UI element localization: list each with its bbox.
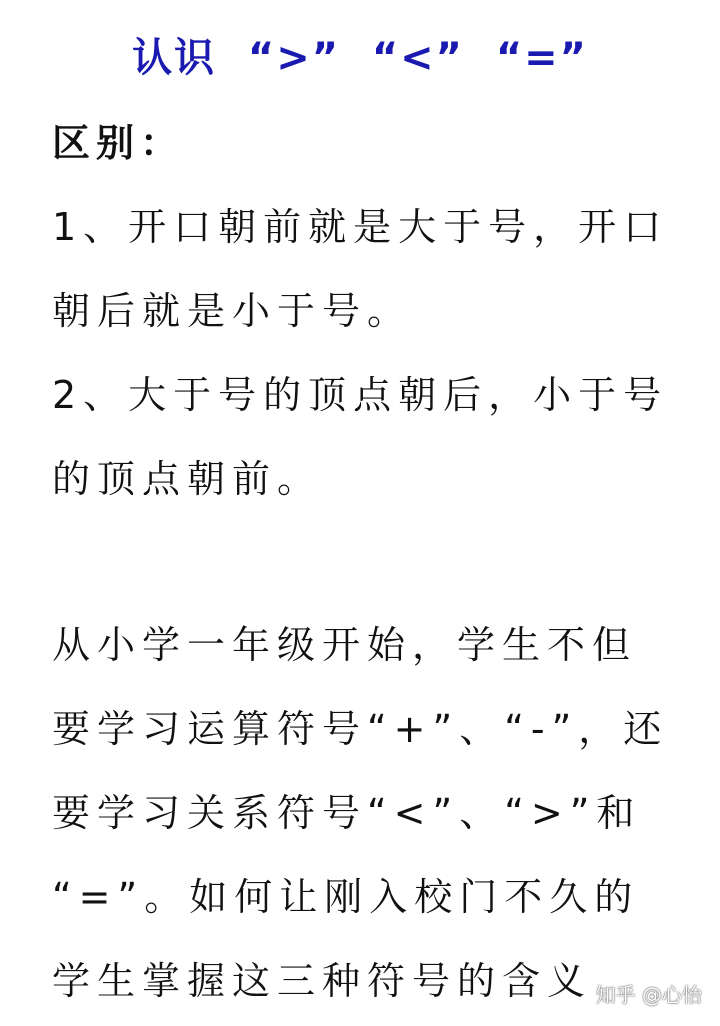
paragraph-line-1: 从小学一年级开始，学生不但 [52, 623, 638, 667]
section-line-4: 的顶点朝前。 [52, 457, 323, 501]
paragraph-line-2: 要学习运算符号“+”、“-”，还 [52, 707, 669, 751]
paragraph-line-5: 学生掌握这三种符号的含义 [52, 959, 593, 1003]
section-heading: 区别： [52, 121, 185, 165]
paragraph-line-4: “=”。如何让刚入校门不久的 [52, 875, 640, 919]
paragraph-line-3: 要学习关系符号“<”、“>”和 [52, 791, 642, 835]
page-title: 认识 “>” “<” “=” [132, 35, 588, 81]
section-line-3: 2、大于号的顶点朝后，小于号 [52, 373, 669, 417]
watermark: 知乎 @心怡 [595, 983, 702, 1007]
section-line-1: 1、开口朝前就是大于号，开口 [52, 205, 669, 249]
section-line-2: 朝后就是小于号。 [52, 289, 413, 333]
